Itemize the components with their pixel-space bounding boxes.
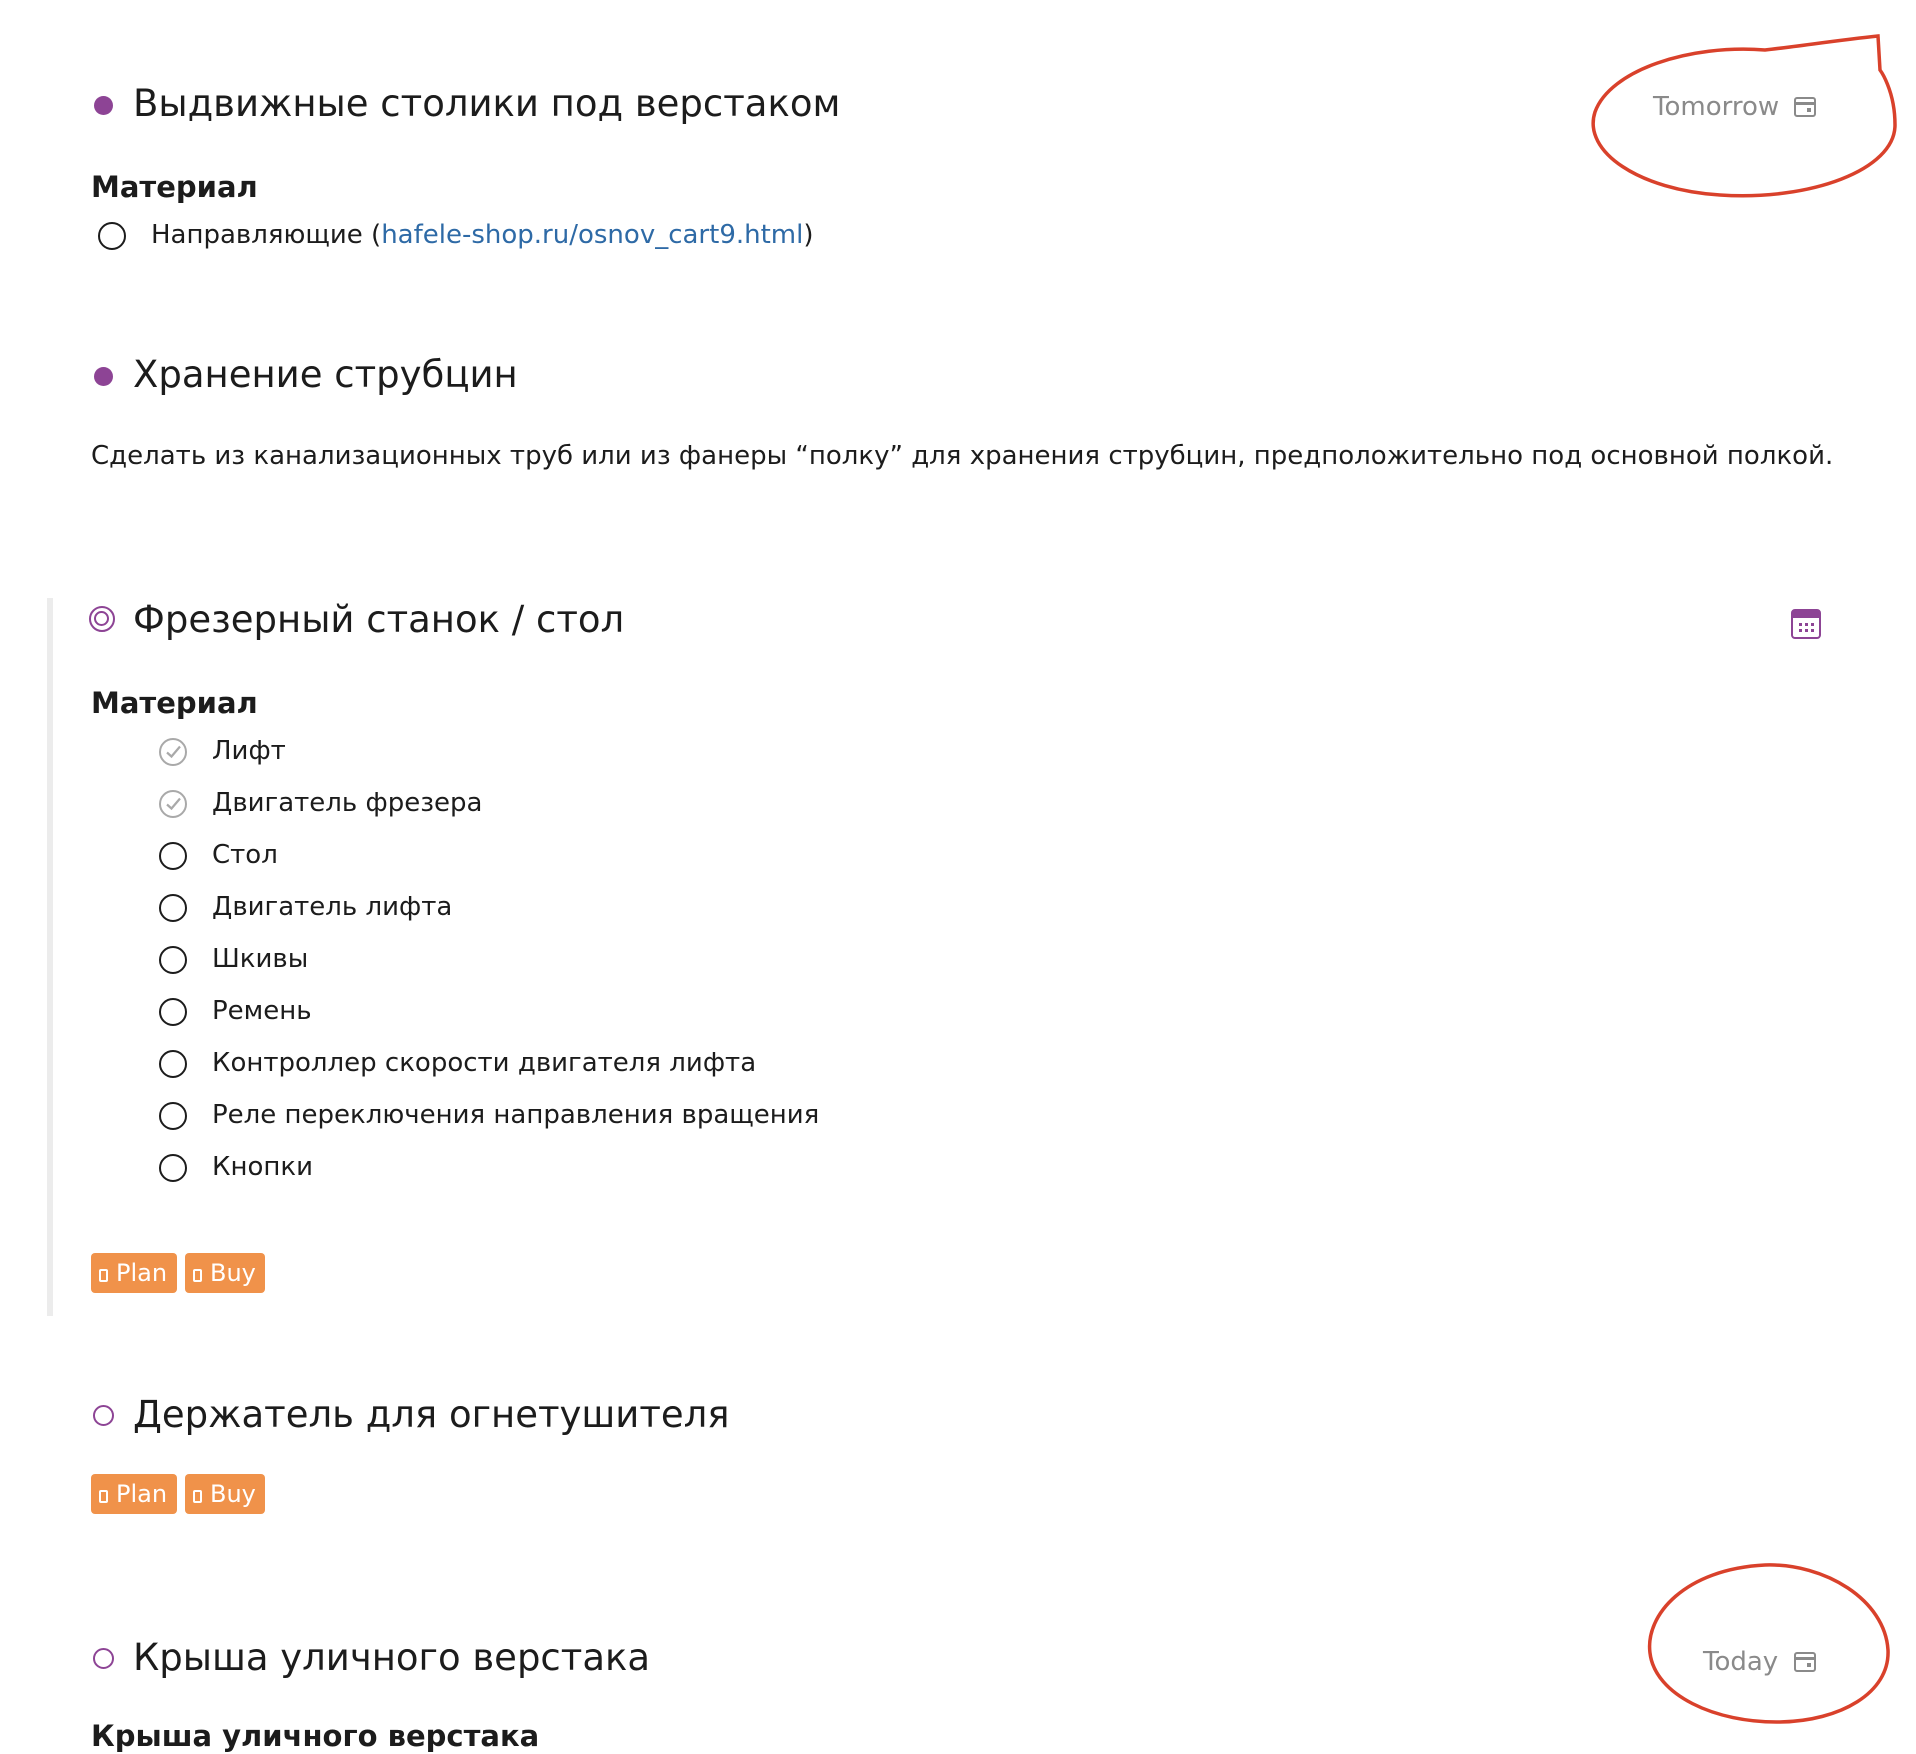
task-bullet-icon[interactable] bbox=[89, 606, 115, 632]
checklist-item: Кнопки bbox=[212, 1152, 313, 1182]
tag-buy[interactable] bbox=[185, 1474, 265, 1514]
task-title[interactable]: Крыша уличного верстака bbox=[133, 1636, 651, 1679]
checklist-item bbox=[151, 218, 814, 252]
checklist-item: Двигатель фрезера bbox=[212, 788, 483, 818]
checkbox[interactable] bbox=[159, 998, 187, 1026]
selected-task-indicator bbox=[47, 598, 53, 1316]
tag-plan[interactable] bbox=[91, 1474, 177, 1514]
checkbox[interactable] bbox=[159, 842, 187, 870]
calendar-icon[interactable] bbox=[1791, 609, 1821, 639]
checklist-item: Ремень bbox=[212, 996, 312, 1026]
tag-label: Buy bbox=[210, 1480, 256, 1508]
checkbox-checked[interactable] bbox=[159, 790, 187, 818]
annotation-circle bbox=[1630, 1555, 1900, 1730]
checklist-item: Двигатель лифта bbox=[212, 892, 453, 922]
tag-icon bbox=[193, 1490, 202, 1503]
checklist-item: Стол bbox=[212, 840, 278, 870]
section-heading: Крыша уличного верстака bbox=[91, 1719, 540, 1753]
checkbox[interactable] bbox=[159, 1050, 187, 1078]
checklist-item-label: Направляющие ( bbox=[151, 220, 382, 250]
task-title[interactable]: Выдвижные столики под верстаком bbox=[133, 82, 841, 125]
checkbox[interactable] bbox=[159, 1154, 187, 1182]
tag-icon bbox=[99, 1269, 108, 1282]
tag-plan[interactable] bbox=[91, 1253, 177, 1293]
task-bullet-icon[interactable] bbox=[94, 367, 113, 386]
task-title[interactable]: Фрезерный станок / стол bbox=[133, 598, 625, 641]
checkmark-icon bbox=[164, 743, 182, 761]
tag-buy[interactable] bbox=[185, 1253, 265, 1293]
checkbox[interactable] bbox=[159, 894, 187, 922]
due-date-today[interactable]: Today bbox=[1703, 1647, 1779, 1677]
checkmark-icon bbox=[164, 795, 182, 813]
tag-label: Plan bbox=[116, 1259, 168, 1287]
checklist-item: Лифт bbox=[212, 736, 286, 766]
task-bullet-icon[interactable] bbox=[94, 96, 113, 115]
checkbox[interactable] bbox=[159, 946, 187, 974]
tag-label: Buy bbox=[210, 1259, 256, 1287]
checklist-item-label-end: ) bbox=[803, 220, 814, 250]
due-date-tomorrow[interactable]: Tomorrow bbox=[1653, 92, 1780, 122]
checkbox[interactable] bbox=[98, 222, 126, 250]
task-note: Сделать из канализационных труб или из фанеры “полку” для хранения струбцин, предположительно под основной полкой. bbox=[91, 441, 1834, 471]
tag-icon bbox=[193, 1269, 202, 1282]
tag-icon bbox=[99, 1490, 108, 1503]
checkbox-checked[interactable] bbox=[159, 738, 187, 766]
task-bullet-icon[interactable] bbox=[93, 1648, 114, 1669]
task-title[interactable]: Держатель для огнетушителя bbox=[133, 1393, 730, 1436]
tag-label: Plan bbox=[116, 1480, 168, 1508]
task-title[interactable]: Хранение струбцин bbox=[133, 353, 518, 396]
annotation-circle bbox=[1580, 30, 1910, 205]
section-heading: Материал bbox=[91, 170, 258, 204]
section-heading: Материал bbox=[91, 686, 258, 720]
checklist-item: Реле переключения направления вращения bbox=[212, 1100, 820, 1130]
task-bullet-icon[interactable] bbox=[93, 1405, 114, 1426]
checklist-item: Шкивы bbox=[212, 944, 309, 974]
checklist-item: Контроллер скорости двигателя лифта bbox=[212, 1048, 757, 1078]
checkbox[interactable] bbox=[159, 1102, 187, 1130]
checklist-link[interactable]: hafele-shop.ru/osnov_cart9.html bbox=[381, 220, 804, 250]
